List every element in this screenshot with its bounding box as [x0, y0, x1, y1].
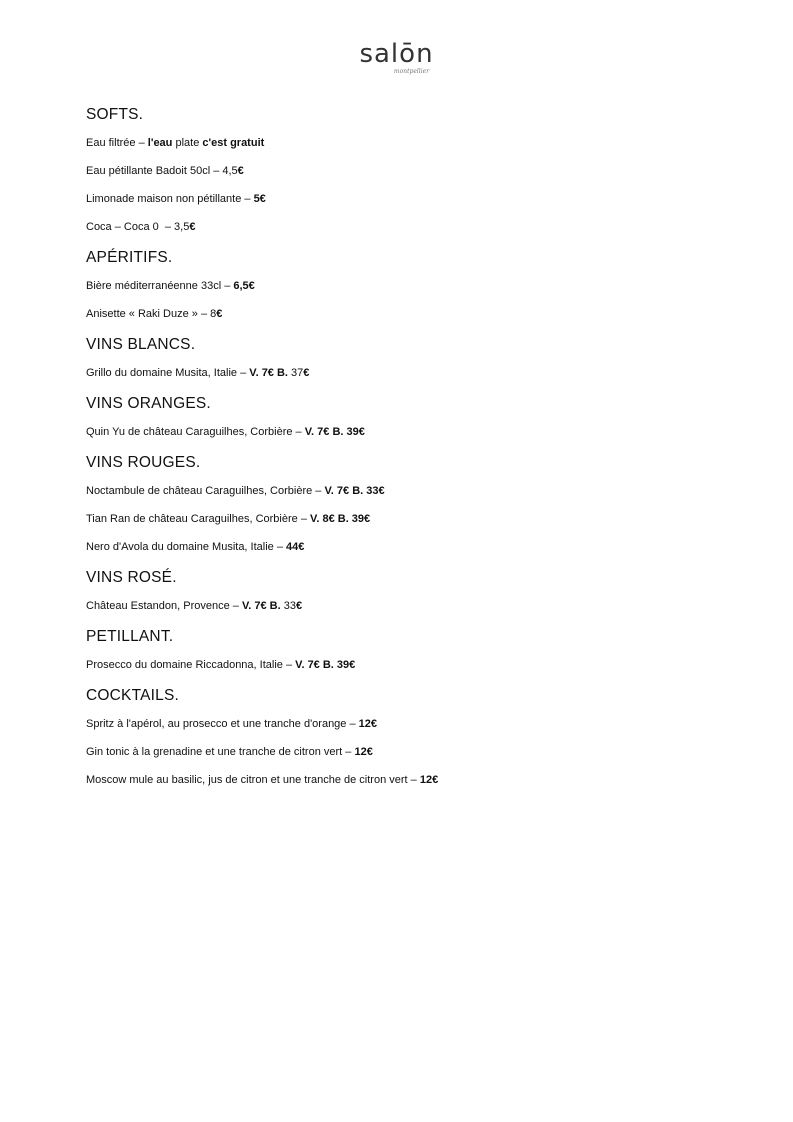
menu-item: [86, 505, 736, 533]
menu-item-price: V. 7€ B.: [241, 600, 281, 612]
menu-item: [86, 185, 736, 213]
menu-item-text: plate: [172, 137, 203, 149]
drinks-menu: [86, 98, 736, 794]
menu-item-price: 5€: [253, 193, 266, 205]
menu-item-text: Grillo du domaine Musita, Italie –: [86, 367, 250, 379]
menu-item-text: Quin Yu de château Caraguilhes, Corbière –: [86, 426, 305, 438]
menu-item-text: Gin tonic à la grenadine et une tranche de citron vert –: [86, 746, 355, 758]
menu-item-price: V. 7€ B. 39€: [304, 426, 365, 438]
section-heading: VINS BLANCS.: [86, 336, 196, 353]
section-heading: COCKTAILS.: [86, 687, 180, 704]
menu-item-price: €: [216, 308, 223, 320]
menu-item: [86, 129, 736, 157]
menu-item-text: Limonade maison non pétillante –: [86, 193, 254, 205]
menu-item-price: 12€: [419, 774, 439, 786]
menu-item-text: Eau filtrée –: [86, 137, 148, 149]
menu-item-text: Nero d'Avola du domaine Musita, Italie –: [86, 541, 287, 553]
section-heading: VINS ORANGES.: [86, 395, 211, 412]
menu-item: [86, 710, 736, 738]
menu-item-price: V. 8€ B. 39€: [310, 513, 371, 525]
menu-item: [86, 213, 736, 241]
logo-subtitle: montpellier: [393, 68, 430, 75]
menu-item: [86, 651, 736, 679]
menu-item: [86, 477, 736, 505]
menu-item-price: 12€: [354, 746, 373, 758]
menu-item: [86, 359, 736, 387]
menu-item-text: Bière méditerranéenne 33cl –: [86, 280, 234, 292]
menu-item-text: Noctambule de château Caraguilhes, Corbière –: [86, 485, 325, 497]
menu-item-price: 44€: [286, 541, 305, 553]
menu-item-price: €: [303, 367, 310, 379]
menu-item-price: V. 7€ B. 39€: [295, 659, 356, 671]
menu-item-price: €: [189, 221, 196, 233]
menu-item-text: Eau pétillante Badoit 50cl – 4,5: [86, 165, 238, 177]
menu-item: [86, 418, 736, 446]
menu-item-price: V. 7€ B.: [249, 367, 288, 379]
menu-item-price: c'est gratuit: [202, 137, 265, 149]
logo: [0, 40, 793, 76]
menu-item: [86, 766, 736, 794]
menu-item-text: 37: [287, 367, 304, 379]
menu-item-price: l'eau: [147, 137, 173, 149]
menu-item-text: Tian Ran de château Caraguilhes, Corbière –: [86, 513, 311, 525]
section-heading: VINS ROSÉ.: [86, 569, 177, 586]
menu-item: [86, 300, 736, 328]
menu-item-text: 33: [280, 600, 296, 612]
menu-item: [86, 157, 736, 185]
menu-item-price: V. 7€ B. 33€: [324, 485, 385, 497]
menu-item-text: Prosecco du domaine Riccadonna, Italie –: [86, 659, 296, 671]
menu-item: [86, 592, 736, 620]
menu-item-text: Moscow mule au basilic, jus de citron et une tranche de citron vert –: [86, 774, 420, 786]
menu-item-price: €: [295, 600, 303, 612]
menu-item-text: Château Estandon, Provence –: [86, 600, 242, 612]
menu-item-text: Anisette « Raki Duze » – 8: [86, 308, 217, 320]
menu-item-text: Coca – Coca 0 – 3,5: [86, 221, 190, 233]
section-heading: SOFTS.: [86, 106, 144, 123]
logo-word: salōn: [359, 39, 434, 69]
menu-item-price: €: [237, 165, 244, 177]
section-heading: VINS ROUGES.: [86, 454, 201, 471]
section-heading: APÉRITIFS.: [86, 249, 173, 266]
menu-item: [86, 272, 736, 300]
menu-item-price: 6,5€: [233, 280, 255, 292]
menu-item: [86, 738, 736, 766]
menu-item: [86, 533, 736, 561]
section-heading: PETILLANT.: [86, 628, 174, 645]
menu-item-price: 12€: [358, 718, 378, 730]
menu-item-text: Spritz à l'apérol, au prosecco et une tranche d'orange –: [86, 718, 359, 730]
